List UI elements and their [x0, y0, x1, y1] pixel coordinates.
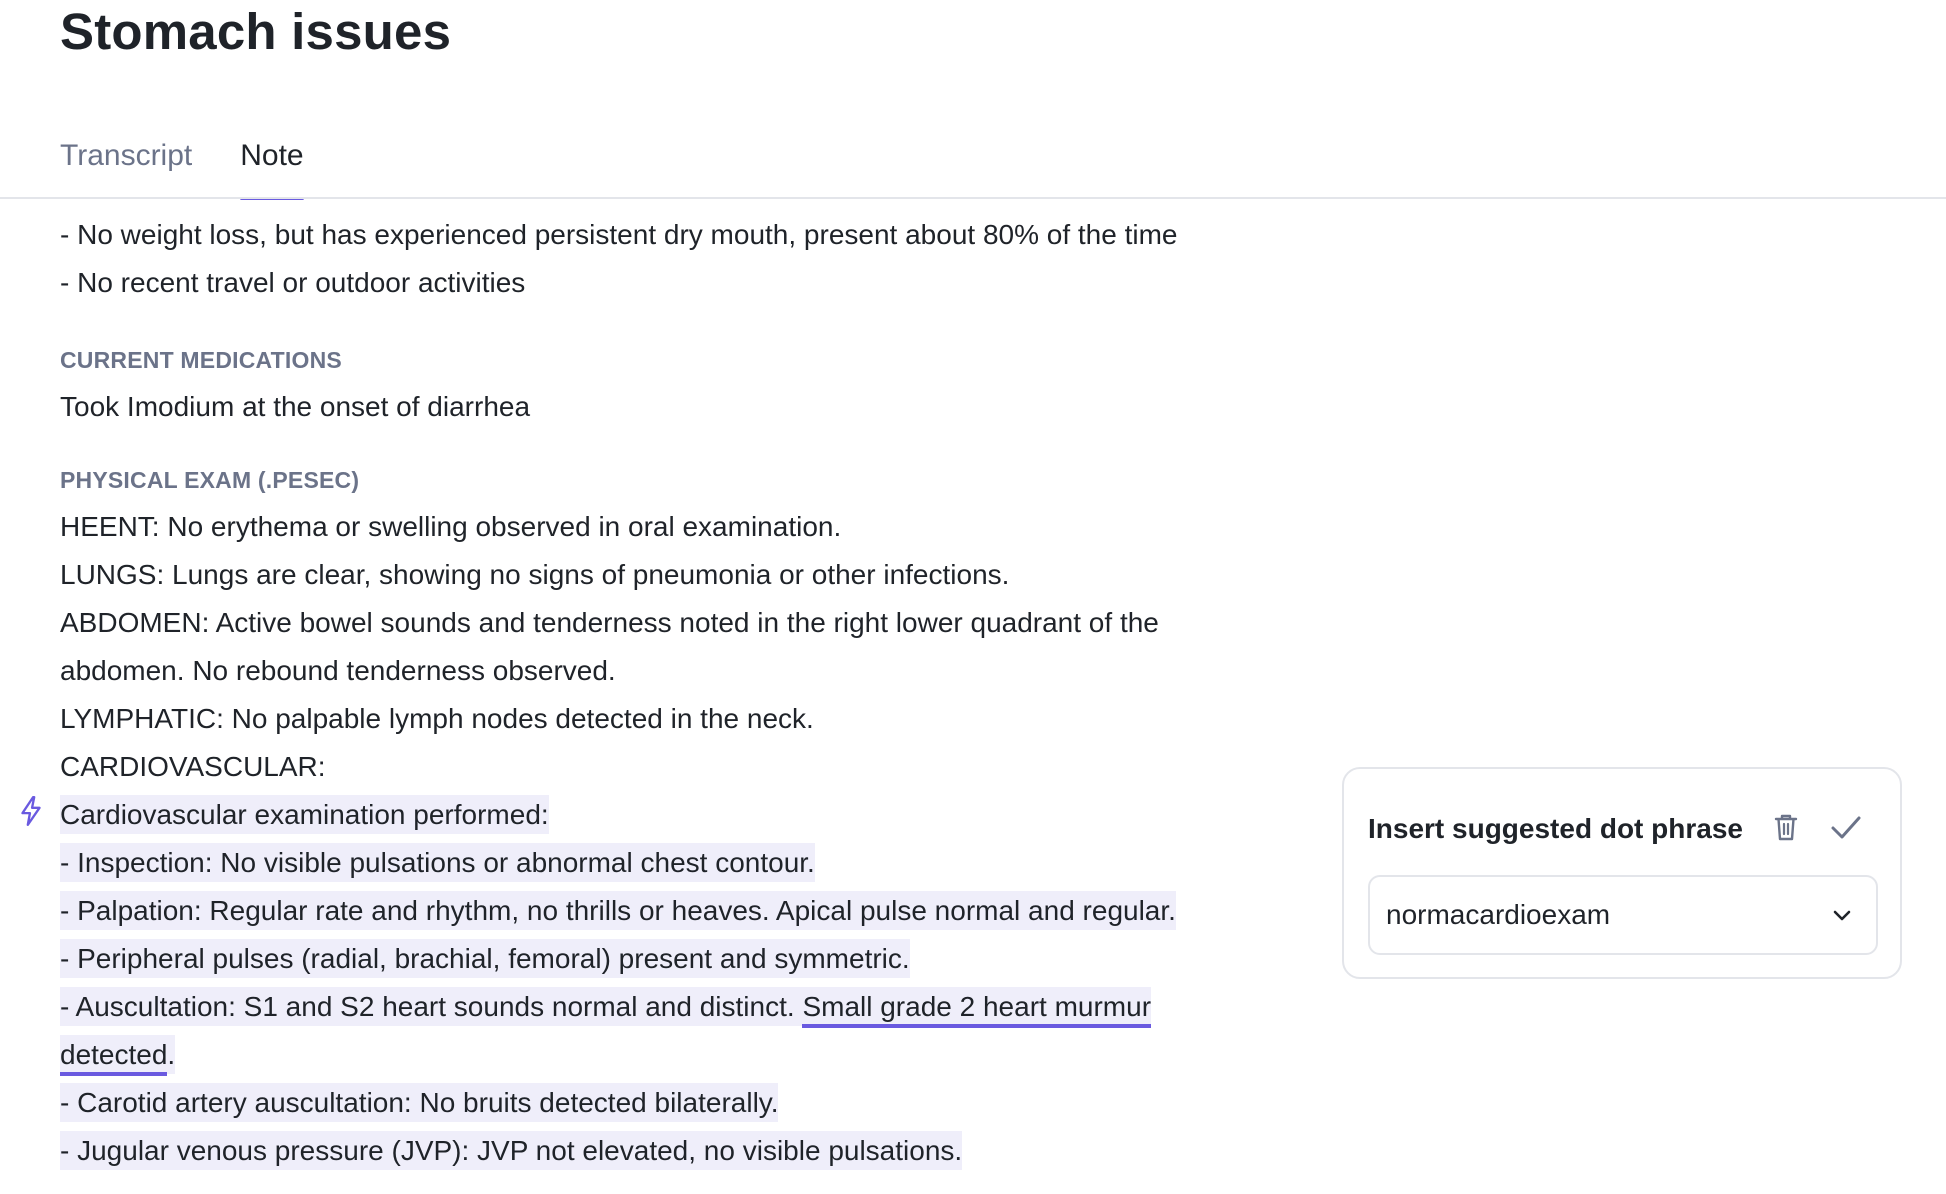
exam-line: ABDOMEN: Active bowel sounds and tenderness noted in the right lower quadrant of the: [60, 607, 1159, 638]
selected-dot-phrase: normacardioexam: [1386, 899, 1611, 930]
lightning-bolt-icon: [18, 795, 44, 827]
history-line: - No recent travel or outdoor activities: [60, 267, 526, 298]
medications-text: Took Imodium at the onset of diarrhea: [60, 391, 531, 422]
history-section: [60, 211, 1300, 307]
history-line: - No weight loss, but has experienced persistent dry mouth, present about 80% of the time: [60, 219, 1178, 250]
exam-line: CARDIOVASCULAR:: [60, 751, 326, 782]
page-title: Stomach issues: [60, 3, 452, 60]
chevron-down-icon: [1830, 903, 1854, 927]
section-heading-physical-exam: PHYSICAL EXAM (.PESEC): [60, 467, 360, 493]
accept-suggestion-button[interactable]: [1826, 807, 1866, 847]
check-icon: [1829, 812, 1863, 842]
suggested-line: - Jugular venous pressure (JVP): JVP not elevated, no visible pulsations.: [60, 1131, 962, 1170]
trash-icon: [1773, 812, 1799, 842]
exam-line: LYMPHATIC: No palpable lymph nodes detected in the neck.: [60, 703, 814, 734]
auscultation-suffix: .: [167, 1039, 176, 1070]
dot-phrase-select[interactable]: [1368, 875, 1878, 955]
exam-line: HEENT: No erythema or swelling observed in oral examination.: [60, 511, 842, 542]
tab-note-label: Note: [240, 139, 304, 172]
physical-exam-section: [60, 465, 1300, 1175]
tab-transcript[interactable]: [60, 122, 192, 200]
tab-note[interactable]: [240, 122, 303, 200]
suggested-line: - Palpation: Regular rate and rhythm, no thrills or heaves. Apical pulse normal and regular.: [60, 891, 1176, 930]
tab-transcript-label: Transcript: [60, 139, 193, 172]
note-content[interactable]: [0, 199, 1946, 1194]
discard-suggestion-button[interactable]: [1766, 807, 1806, 847]
suggested-line: Cardiovascular examination performed:: [60, 795, 549, 834]
auscultation-text: - Auscultation: S1 and S2 heart sounds normal and distinct.: [60, 991, 803, 1022]
suggested-line: - Inspection: No visible pulsations or abnormal chest contour.: [60, 843, 815, 882]
suggested-insert-block[interactable]: [60, 791, 1300, 1175]
dot-phrase-suggestion-card: [1342, 767, 1902, 979]
exam-line: LUNGS: Lungs are clear, showing no signs of pneumonia or other infections.: [60, 559, 1010, 590]
exam-line: abdomen. No rebound tenderness observed.: [60, 655, 616, 686]
tab-bar: [60, 122, 304, 200]
flagged-finding[interactable]: Small grade 2 heart murmur: [802, 991, 1151, 1028]
card-title: Insert suggested dot phrase: [1368, 813, 1743, 844]
suggested-line: - Carotid artery auscultation: No bruits detected bilaterally.: [60, 1083, 778, 1122]
section-heading-medications: CURRENT MEDICATIONS: [60, 347, 342, 373]
suggested-line: - Peripheral pulses (radial, brachial, femoral) present and symmetric.: [60, 939, 910, 978]
flagged-finding-continued[interactable]: detected: [60, 1039, 167, 1076]
medications-section: [60, 345, 1300, 431]
